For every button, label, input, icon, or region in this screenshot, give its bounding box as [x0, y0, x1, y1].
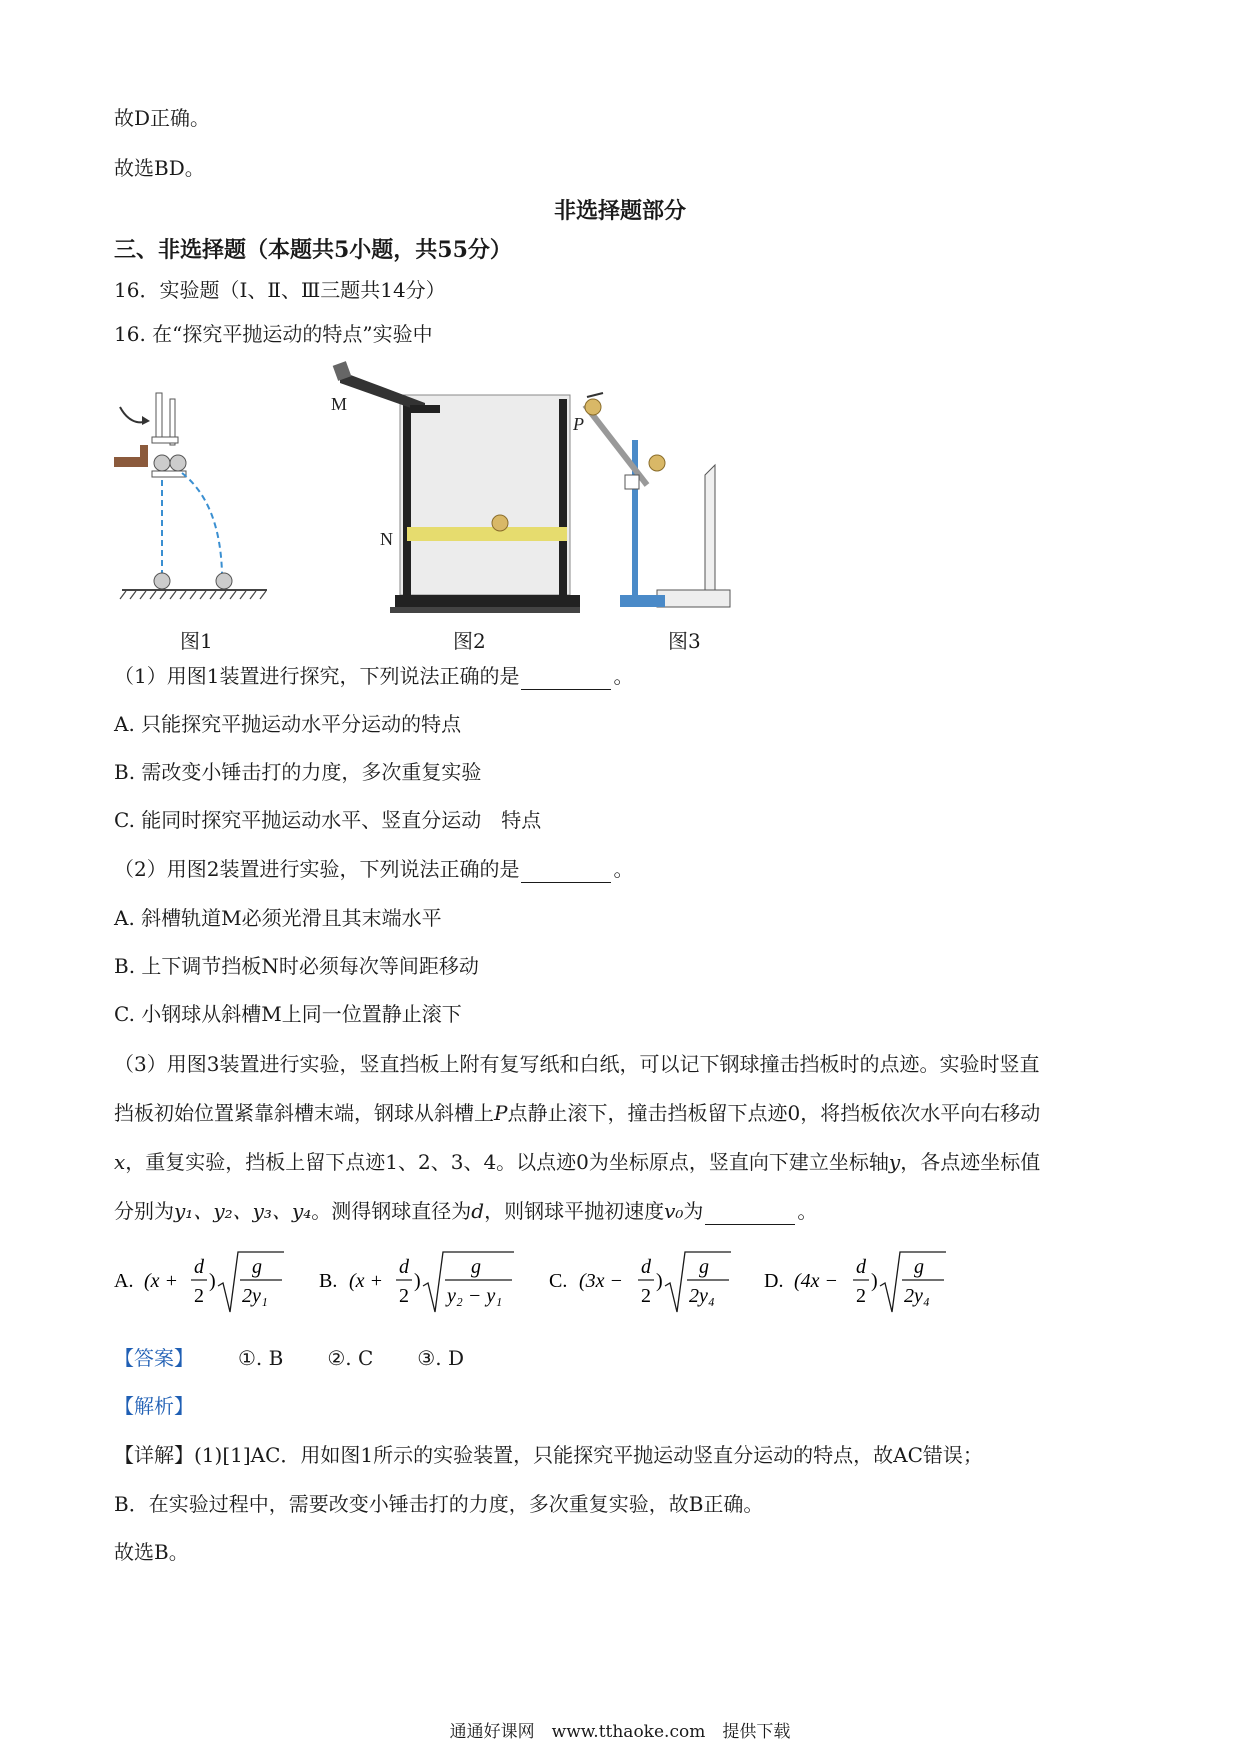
part-2-option-a: A. 斜槽轨道M必须光滑且其末端水平	[114, 906, 442, 930]
part-3-line-4	[114, 1197, 817, 1225]
part-3-line-1: （3）用图3装置进行实验，竖直挡板上附有复写纸和白纸，可以记下钢球撞击挡板时的点迹。实验时竖直	[114, 1052, 1040, 1076]
part-3-line-4-end: 。	[797, 1199, 818, 1223]
figure-2-caption: 图2	[453, 629, 486, 653]
part-3-answer-blank	[705, 1204, 795, 1225]
option-c-den-2: 2	[641, 1285, 651, 1307]
part-2-option-b: B. 上下调节挡板N时必须每次等间距移动	[114, 954, 479, 978]
var-d: d	[471, 1199, 485, 1223]
var-v0: v₀	[664, 1199, 684, 1223]
answer-3: ③. D	[417, 1346, 464, 1370]
figure-2-label-N: N	[380, 529, 393, 549]
part-3-line-3-text-b: ，各点迹坐标值	[900, 1150, 1041, 1174]
part-3-line-3	[114, 1148, 1040, 1176]
option-c-den: 2y₄	[689, 1285, 715, 1307]
part-title: 非选择题部分	[553, 198, 686, 224]
part-3-line-2-text-a: 挡板初始位置紧靠斜槽末端，钢球从斜槽上	[114, 1101, 494, 1125]
option-d-den: 2y₄	[904, 1285, 930, 1307]
part-2-question-text: （2）用图2装置进行实验，下列说法正确的是	[114, 857, 520, 881]
option-a-paren: )	[209, 1270, 216, 1292]
option-b-formula	[319, 1242, 519, 1322]
figure-1-caption: 图1	[180, 629, 213, 653]
option-d-g: g	[914, 1256, 924, 1278]
figure-2-apparatus	[325, 355, 580, 620]
option-b-letter: B.	[319, 1270, 338, 1292]
option-a-den: 2y₁	[242, 1285, 268, 1307]
section-heading: 三、非选择题（本题共5小题，共55分）	[114, 237, 512, 263]
option-d-den-2: 2	[856, 1285, 866, 1307]
part-3-line-2-text-b: 点静止滚下，撞击挡板留下点迹0，将挡板依次水平向右移动	[507, 1101, 1041, 1125]
figure-1-apparatus	[112, 385, 272, 610]
option-a-den-2: 2	[194, 1285, 204, 1307]
answer-2: ②. C	[327, 1346, 374, 1370]
detail-line-1: 【详解】(1)[1]AC．用如图1所示的实验装置，只能探究平抛运动竖直分运动的特点，故AC错误；	[114, 1443, 983, 1467]
figure-2-label-M: M	[331, 394, 348, 414]
detail-line-3: 故选B。	[114, 1540, 189, 1564]
part-1-option-b: B. 需改变小锤击打的力度，多次重复实验	[114, 760, 482, 784]
part-2-answer-blank	[521, 862, 611, 883]
option-a-letter: A.	[114, 1270, 134, 1292]
var-x: x	[114, 1150, 126, 1174]
part-3-line-4-text-c: ，则钢球平抛初速度	[484, 1199, 665, 1223]
part-2-question	[114, 855, 633, 883]
text-line-1: 故D正确。	[114, 106, 211, 130]
option-c-num: d	[641, 1256, 651, 1278]
figure-3-apparatus	[565, 385, 740, 620]
option-a-formula	[114, 1242, 289, 1322]
part-1-question-text: （1）用图1装置进行探究，下列说法正确的是	[114, 664, 520, 688]
option-b-g: g	[471, 1256, 481, 1278]
part-1-question	[114, 662, 633, 690]
option-d-num: d	[856, 1256, 866, 1278]
part-3-line-4-text-b: 。测得钢球直径为	[311, 1199, 472, 1223]
option-a-coef: (x +	[144, 1270, 179, 1292]
option-a-num: d	[194, 1256, 204, 1278]
option-d-coef: (4x −	[794, 1270, 839, 1292]
part-1-answer-blank	[521, 669, 611, 690]
option-b-den-2: 2	[399, 1285, 409, 1307]
option-d-formula	[764, 1242, 954, 1322]
var-y: y	[888, 1150, 901, 1174]
option-c-paren: )	[656, 1270, 663, 1292]
point-P: P	[494, 1101, 508, 1125]
option-b-coef: (x +	[349, 1270, 384, 1292]
option-b	[319, 1242, 519, 1322]
option-c-g: g	[699, 1256, 709, 1278]
text-line-2: 故选BD。	[114, 156, 205, 180]
option-c-letter: C.	[549, 1270, 568, 1292]
part-3-line-4-text-e: 为	[683, 1199, 704, 1223]
option-b-num: d	[399, 1256, 409, 1278]
option-b-paren: )	[414, 1270, 421, 1292]
part-3-line-3-text-a: ，重复实验，挡板上留下点迹1、2、3、4。以点迹0为坐标原点，竖直向下建立坐标轴	[125, 1150, 889, 1174]
part-3-line-4-text-a: 分别为	[114, 1199, 174, 1223]
part-3-line-2	[114, 1099, 1040, 1127]
option-c	[549, 1242, 739, 1322]
analysis-label: 【解析】	[114, 1394, 194, 1418]
question-16-intro: 16. 在“探究平抛运动的特点”实验中	[114, 322, 433, 346]
option-a-g: g	[252, 1256, 262, 1278]
part-1-option-a: A. 只能探究平抛运动水平分运动的特点	[114, 712, 462, 736]
part-1-question-end: 。	[613, 664, 634, 688]
option-d-letter: D.	[764, 1270, 784, 1292]
answer-1: ①. B	[238, 1346, 284, 1370]
part-2-option-c: C. 小钢球从斜槽M上同一位置静止滚下	[114, 1002, 462, 1026]
vars-y1-y4: y₁、y₂、y₃、y₄	[174, 1199, 312, 1223]
option-c-formula	[549, 1242, 739, 1322]
option-b-den: y₂ − y₁	[447, 1285, 503, 1307]
page-footer: 通通好课网 www.tthaoke.com 提供下载	[449, 1722, 791, 1742]
question-16-heading: 16．实验题（Ⅰ、Ⅱ、Ⅲ三题共14分）	[114, 278, 446, 302]
part-2-question-end: 。	[613, 857, 634, 881]
answer-label: 【答案】	[114, 1346, 194, 1370]
figure-3-caption: 图3	[668, 629, 701, 653]
figure-3-label-P: P	[573, 414, 584, 434]
part-3-options	[114, 1242, 1114, 1322]
answer-line	[114, 1344, 464, 1372]
part-1-option-c: C. 能同时探究平抛运动水平、竖直分运动 特点	[114, 808, 542, 832]
option-a	[114, 1242, 289, 1322]
option-d-paren: )	[871, 1270, 878, 1292]
option-d	[764, 1242, 954, 1322]
detail-line-2: B．在实验过程中，需要改变小锤击打的力度，多次重复实验，故B正确。	[114, 1492, 764, 1516]
option-c-coef: (3x −	[579, 1270, 624, 1292]
